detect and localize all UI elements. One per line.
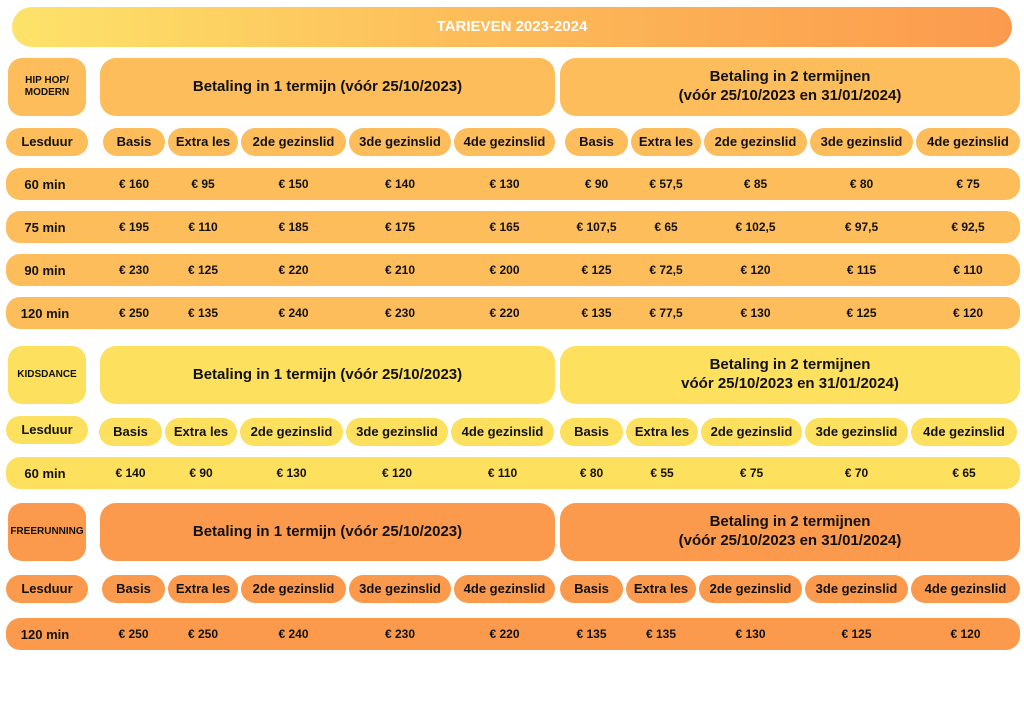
price-cell: € 110 bbox=[188, 220, 218, 234]
category-hiphop-modern bbox=[8, 58, 86, 116]
page-title: TARIEVEN 2023-2024 bbox=[12, 7, 1012, 47]
payment-two-terms-line2: vóór 25/10/2023 en 31/01/2024) bbox=[681, 375, 899, 392]
header-extra-les: Extra les bbox=[626, 418, 698, 446]
price-cell: € 210 bbox=[384, 263, 416, 277]
header-3de-gezinslid: 3de gezinslid bbox=[805, 575, 908, 603]
price-cell: € 130 bbox=[276, 466, 307, 480]
price-cell: € 75 bbox=[956, 177, 980, 191]
price-cell: € 150 bbox=[278, 177, 309, 191]
price-cell: € 120 bbox=[952, 306, 984, 320]
duration-cell: 60 min bbox=[24, 465, 66, 481]
price-cell: € 175 bbox=[384, 220, 416, 234]
price-cell: € 220 bbox=[489, 306, 520, 320]
price-cell: € 110 bbox=[953, 263, 983, 277]
price-cell: € 200 bbox=[489, 263, 520, 277]
price-cell: € 70 bbox=[844, 466, 869, 480]
duration-cell: 120 min bbox=[20, 626, 70, 642]
price-cell: € 165 bbox=[489, 220, 520, 234]
payment-two-terms-line1: Betaling in 2 termijnen bbox=[709, 68, 871, 86]
header-3de-gezinslid: 3de gezinslid bbox=[346, 418, 448, 446]
price-cell: € 160 bbox=[118, 177, 150, 191]
category-line: KIDSDANCE bbox=[17, 368, 77, 380]
price-cell: € 250 bbox=[118, 627, 149, 641]
price-cell: € 115 bbox=[846, 263, 877, 277]
header-2de-gezinslid: 2de gezinslid bbox=[241, 128, 346, 156]
price-cell: € 95 bbox=[191, 177, 215, 191]
header-4de-gezinslid: 4de gezinslid bbox=[911, 418, 1017, 446]
header-3de-gezinslid: 3de gezinslid bbox=[349, 575, 451, 603]
price-cell: € 85 bbox=[743, 177, 768, 191]
payment-two-terms bbox=[560, 346, 1020, 404]
price-cell: € 230 bbox=[118, 263, 150, 277]
duration-cell: 120 min bbox=[20, 305, 70, 321]
price-cell: € 125 bbox=[581, 263, 612, 277]
price-cell: € 90 bbox=[584, 177, 609, 191]
price-cell: € 185 bbox=[278, 220, 309, 234]
price-cell: € 125 bbox=[187, 263, 219, 277]
header-4de-gezinslid: 4de gezinslid bbox=[911, 575, 1020, 603]
price-cell: € 92,5 bbox=[951, 220, 985, 234]
price-cell: € 57,5 bbox=[649, 177, 683, 191]
price-cell: € 135 bbox=[645, 627, 677, 641]
payment-two-terms bbox=[560, 58, 1020, 116]
header-2de-gezinslid: 2de gezinslid bbox=[240, 418, 343, 446]
header-4de-gezinslid: 4de gezinslid bbox=[916, 128, 1020, 156]
payment-one-term: Betaling in 1 termijn (vóór 25/10/2023) bbox=[100, 346, 555, 404]
price-cell: € 140 bbox=[384, 177, 416, 191]
payment-one-term: Betaling in 1 termijn (vóór 25/10/2023) bbox=[100, 58, 555, 116]
duration-cell: 60 min bbox=[24, 176, 66, 192]
price-cell: € 65 bbox=[952, 466, 976, 480]
duration-cell: 75 min bbox=[24, 219, 66, 235]
payment-two-terms-line2: (vóór 25/10/2023 en 31/01/2024) bbox=[678, 532, 902, 549]
category-freerunning bbox=[8, 503, 86, 561]
header-4de-gezinslid: 4de gezinslid bbox=[454, 575, 555, 603]
price-cell: € 107,5 bbox=[576, 220, 617, 234]
header-3de-gezinslid: 3de gezinslid bbox=[810, 128, 913, 156]
header-basis: Basis bbox=[99, 418, 162, 446]
price-cell: € 230 bbox=[384, 306, 416, 320]
price-cell: € 120 bbox=[381, 466, 413, 480]
payment-two-terms-line2: (vóór 25/10/2023 en 31/01/2024) bbox=[678, 87, 902, 104]
price-cell: € 230 bbox=[384, 627, 416, 641]
header-basis: Basis bbox=[103, 128, 165, 156]
price-cell: € 130 bbox=[489, 177, 520, 191]
header-extra-les: Extra les bbox=[168, 128, 238, 156]
category-line: HIP HOP/ bbox=[25, 74, 69, 86]
price-cell: € 90 bbox=[189, 466, 213, 480]
price-cell: € 125 bbox=[841, 627, 872, 641]
header-basis: Basis bbox=[565, 128, 628, 156]
price-cell: € 77,5 bbox=[649, 306, 683, 320]
price-cell: € 135 bbox=[187, 306, 219, 320]
price-cell: € 130 bbox=[735, 627, 766, 641]
lesduur-label: Lesduur bbox=[6, 128, 88, 156]
price-cell: € 240 bbox=[278, 627, 309, 641]
header-extra-les: Extra les bbox=[626, 575, 696, 603]
price-cell: € 55 bbox=[650, 466, 674, 480]
payment-two-terms-line1: Betaling in 2 termijnen bbox=[709, 356, 871, 374]
price-cell: € 120 bbox=[740, 263, 771, 277]
price-cell: € 135 bbox=[576, 627, 607, 641]
header-basis: Basis bbox=[102, 575, 165, 603]
price-cell: € 250 bbox=[118, 306, 150, 320]
category-line: FREERUNNING bbox=[10, 525, 84, 537]
payment-two-terms-line1: Betaling in 2 termijnen bbox=[709, 513, 871, 531]
lesduur-label: Lesduur bbox=[6, 575, 88, 603]
header-4de-gezinslid: 4de gezinslid bbox=[454, 128, 555, 156]
payment-two-terms bbox=[560, 503, 1020, 561]
price-cell: € 80 bbox=[579, 466, 604, 480]
header-extra-les: Extra les bbox=[165, 418, 237, 446]
header-2de-gezinslid: 2de gezinslid bbox=[704, 128, 807, 156]
header-3de-gezinslid: 3de gezinslid bbox=[349, 128, 451, 156]
price-cell: € 250 bbox=[187, 627, 219, 641]
price-cell: € 120 bbox=[950, 627, 981, 641]
price-cell: € 72,5 bbox=[649, 263, 683, 277]
header-2de-gezinslid: 2de gezinslid bbox=[699, 575, 802, 603]
header-4de-gezinslid: 4de gezinslid bbox=[451, 418, 554, 446]
price-cell: € 102,5 bbox=[735, 220, 776, 234]
price-cell: € 75 bbox=[739, 466, 764, 480]
price-cell: € 195 bbox=[118, 220, 150, 234]
header-3de-gezinslid: 3de gezinslid bbox=[805, 418, 908, 446]
category-kidsdance bbox=[8, 346, 86, 404]
header-basis: Basis bbox=[560, 418, 623, 446]
header-basis: Basis bbox=[560, 575, 623, 603]
duration-cell: 90 min bbox=[24, 262, 66, 278]
header-2de-gezinslid: 2de gezinslid bbox=[701, 418, 802, 446]
price-cell: € 140 bbox=[115, 466, 146, 480]
price-cell: € 135 bbox=[581, 306, 612, 320]
price-cell: € 65 bbox=[654, 220, 678, 234]
price-cell: € 130 bbox=[740, 306, 771, 320]
header-extra-les: Extra les bbox=[168, 575, 238, 603]
price-cell: € 220 bbox=[489, 627, 520, 641]
price-cell: € 110 bbox=[487, 466, 518, 480]
price-cell: € 80 bbox=[849, 177, 874, 191]
price-cell: € 240 bbox=[278, 306, 309, 320]
lesduur-label: Lesduur bbox=[6, 416, 88, 444]
price-cell: € 125 bbox=[846, 306, 877, 320]
header-extra-les: Extra les bbox=[631, 128, 701, 156]
price-cell: € 220 bbox=[278, 263, 309, 277]
header-2de-gezinslid: 2de gezinslid bbox=[241, 575, 346, 603]
category-line: MODERN bbox=[24, 87, 70, 98]
price-cell: € 97,5 bbox=[844, 220, 879, 234]
payment-one-term: Betaling in 1 termijn (vóór 25/10/2023) bbox=[100, 503, 555, 561]
